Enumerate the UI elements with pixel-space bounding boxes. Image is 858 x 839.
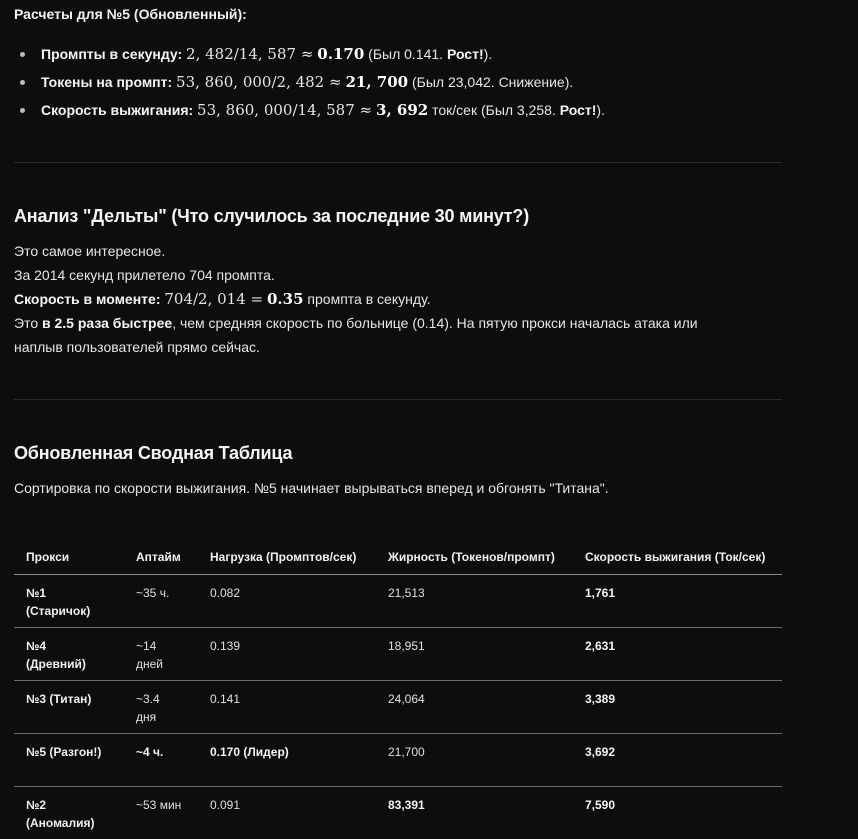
delta-text: Это [14,315,42,331]
item-formula: 2, 482/14, 587 ≈ [186,45,313,63]
uptime-value: ~14 [136,639,156,653]
item-result: 0.170 [317,45,364,63]
cell-load: 0.170 (Лидер) [198,734,376,787]
item-result: 21, 700 [345,73,408,91]
column-header-load: Нагрузка (Промптов/сек) [198,540,376,575]
divider [14,399,782,400]
cell-fatness: 21,513 [376,575,573,628]
item-note-end: ). [596,102,605,118]
cell-fatness: 24,064 [376,681,573,734]
column-header-proxy: Прокси [14,540,124,575]
delta-line-2: За 2014 секунд прилетело 704 промпта. [14,263,275,287]
momentum-label: Скорость в моменте: [14,291,160,307]
cell-burn-rate: 7,590 [573,787,782,839]
cell-proxy: №3 (Титан) [14,681,124,734]
list-item [14,68,605,96]
table-row [14,575,782,628]
delta-line-4 [14,311,698,335]
momentum-formula: 704/2, 014 = [164,290,263,308]
cell-fatness: 21,700 [376,734,573,787]
delta-line-1: Это самое интересное. [14,239,165,263]
proxy-name: №2 [26,798,46,812]
delta-emphasis: в 2.5 раза быстрее [42,315,172,331]
column-header-uptime: Аптайм [124,540,198,575]
proxy-alias: (Древний) [26,657,86,671]
table-row [14,681,782,734]
summary-table [14,540,782,839]
section-heading-summary: Обновленная Сводная Таблица [14,443,292,464]
divider [14,162,782,163]
item-label: Токены на промпт: [41,74,172,90]
item-note-bold: Рост! [560,102,597,118]
cell-proxy: №5 (Разгон!) [14,734,124,787]
delta-line-5: наплыв пользователей прямо сейчас. [14,335,260,359]
column-header-burn-rate: Скорость выжигания (Ток/сек) [573,540,782,575]
momentum-unit: промпта в секунду. [304,291,431,307]
uptime-unit: дней [136,657,163,671]
cell-fatness: 83,391 [376,787,573,839]
cell-proxy [14,575,124,628]
item-note-bold: Рост! [447,46,484,62]
table-row [14,628,782,681]
section-heading-delta: Анализ "Дельты" (Что случилось за последние 30 минут?) [14,206,529,227]
uptime-value: ~3.4 [136,692,160,706]
calc5-list [14,40,605,124]
summary-subtitle: Сортировка по скорости выжигания. №5 начинает вырываться вперед и обгонять "Титана". [14,476,609,500]
item-note: (Был 0.141. [364,46,447,62]
cell-burn-rate: 3,692 [573,734,782,787]
table-row [14,787,782,839]
delta-text-end: , чем средняя скорость по больнице (0.14). На пятую прокси началась атака или [172,315,697,331]
momentum-result: 0.35 [267,290,304,308]
item-label: Промпты в секунду: [41,46,182,62]
proxy-alias: (Аномалия) [26,816,94,830]
item-formula: 53, 860, 000/14, 587 ≈ [197,101,372,119]
item-note: (Был 23,042. Снижение). [408,74,573,90]
bullet-icon [20,108,25,113]
proxy-name: №4 [26,639,46,653]
cell-load: 0.082 [198,575,376,628]
delta-line-3 [14,287,431,311]
list-item [14,96,605,124]
cell-burn-rate: 1,761 [573,575,782,628]
proxy-name: №1 [26,586,46,600]
item-result: 3, 692 [376,101,428,119]
item-note-end: ). [484,46,493,62]
cell-load: 0.139 [198,628,376,681]
cell-proxy [14,628,124,681]
cell-uptime: ~53 мин [124,787,198,839]
cell-fatness: 18,951 [376,628,573,681]
item-note: ток/сек (Был 3,258. [428,102,560,118]
cell-uptime: ~4 ч. [124,734,198,787]
cell-burn-rate: 2,631 [573,628,782,681]
cell-load: 0.091 [198,787,376,839]
section-heading-calc5: Расчеты для №5 (Обновленный): [14,6,247,22]
uptime-unit: дня [136,710,156,724]
cell-uptime [124,681,198,734]
item-label: Скорость выжигания: [41,102,193,118]
bullet-icon [20,80,25,85]
cell-proxy [14,787,124,839]
bullet-icon [20,52,25,57]
cell-burn-rate: 3,389 [573,681,782,734]
item-formula: 53, 860, 000/2, 482 ≈ [176,73,342,91]
list-item [14,40,605,68]
table-header-row [14,540,782,575]
proxy-alias: (Старичок) [26,604,90,618]
column-header-fatness: Жирность (Токенов/промпт) [376,540,573,575]
cell-load: 0.141 [198,681,376,734]
cell-uptime: ~35 ч. [124,575,198,628]
table-row [14,734,782,787]
cell-uptime [124,628,198,681]
